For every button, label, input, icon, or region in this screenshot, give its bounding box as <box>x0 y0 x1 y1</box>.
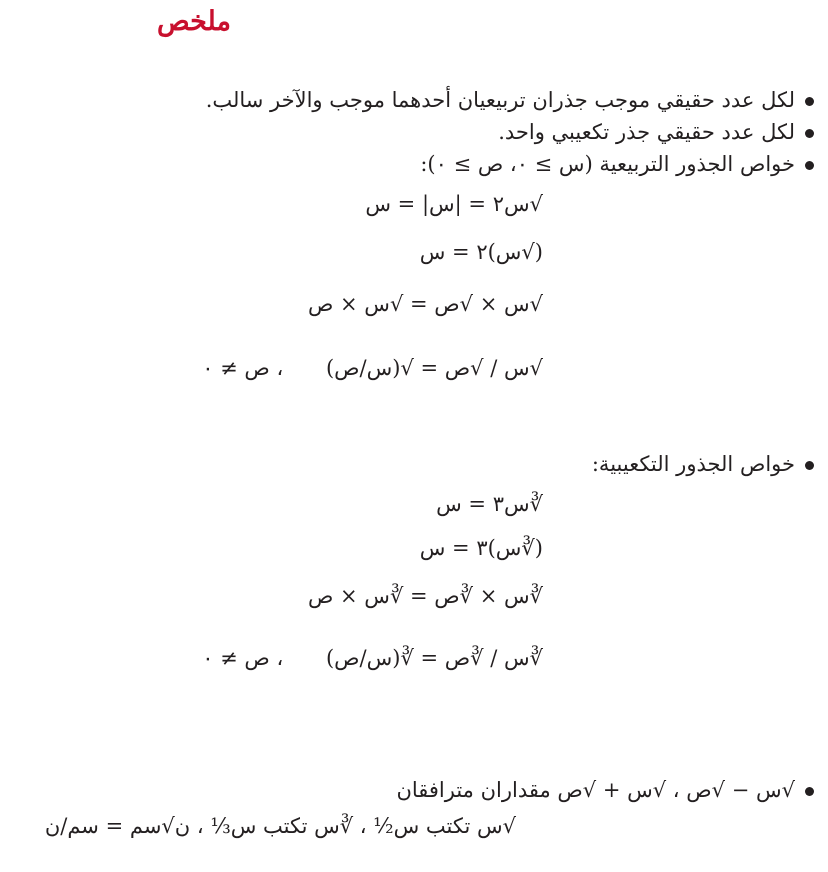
bullet-text: لكل عدد حقيقي جذر تكعيبي واحد. <box>498 120 795 144</box>
bullet-icon <box>805 161 814 170</box>
formula-square-3: √س × √ص = √س × ص <box>307 292 543 316</box>
bullet-item <box>498 118 814 146</box>
formula-cube-3: ∛س × ∛ص = ∛س × ص <box>307 584 543 608</box>
bullet-item <box>206 86 814 114</box>
bullet-text: √س − √ص ، √س + √ص مقداران مترافقان <box>396 778 795 802</box>
formula-cube-2: (∛س)٣ = س <box>419 536 543 560</box>
formula-square-2: (√س)٢ = س <box>419 240 543 264</box>
formula-cube-4-condition: ، ص ≠ ٠ <box>202 646 284 670</box>
formula-cube-4 <box>202 646 543 670</box>
bullet-item <box>396 776 814 804</box>
bullet-text: خواص الجذور التكعيبية: <box>591 452 795 476</box>
bullet-icon <box>805 787 814 796</box>
bullet-icon <box>805 97 814 106</box>
bullet-text: لكل عدد حقيقي موجب جذران تربيعيان أحدهما موجب والآخر سالب. <box>205 88 795 112</box>
text-line <box>45 812 516 840</box>
formula-square-4 <box>202 356 543 380</box>
bullet-text: خواص الجذور التربيعية (س ≥ ٠، ص ≥ ٠): <box>420 152 795 176</box>
page-title: ملخص <box>157 6 231 37</box>
formula-cube-4-main: ∛س / ∛ص = ∛(س/ص) <box>325 646 543 670</box>
bullet-item <box>592 450 814 478</box>
formula-square-4-condition: ، ص ≠ ٠ <box>202 356 284 380</box>
bullet-icon <box>805 129 814 138</box>
formula-cube-1: ∛س٣ = س <box>436 492 543 516</box>
bullet-item <box>420 150 814 178</box>
formula-square-1: √س٢ = |س| = س <box>365 192 543 216</box>
formula-square-4-main: √س / √ص = √(س/ص) <box>325 356 543 380</box>
bullet-text: √س تكتب س½ ، ∛س تكتب س⅓ ، ن√سم = سم/ن <box>44 814 516 838</box>
bullet-icon <box>805 461 814 470</box>
